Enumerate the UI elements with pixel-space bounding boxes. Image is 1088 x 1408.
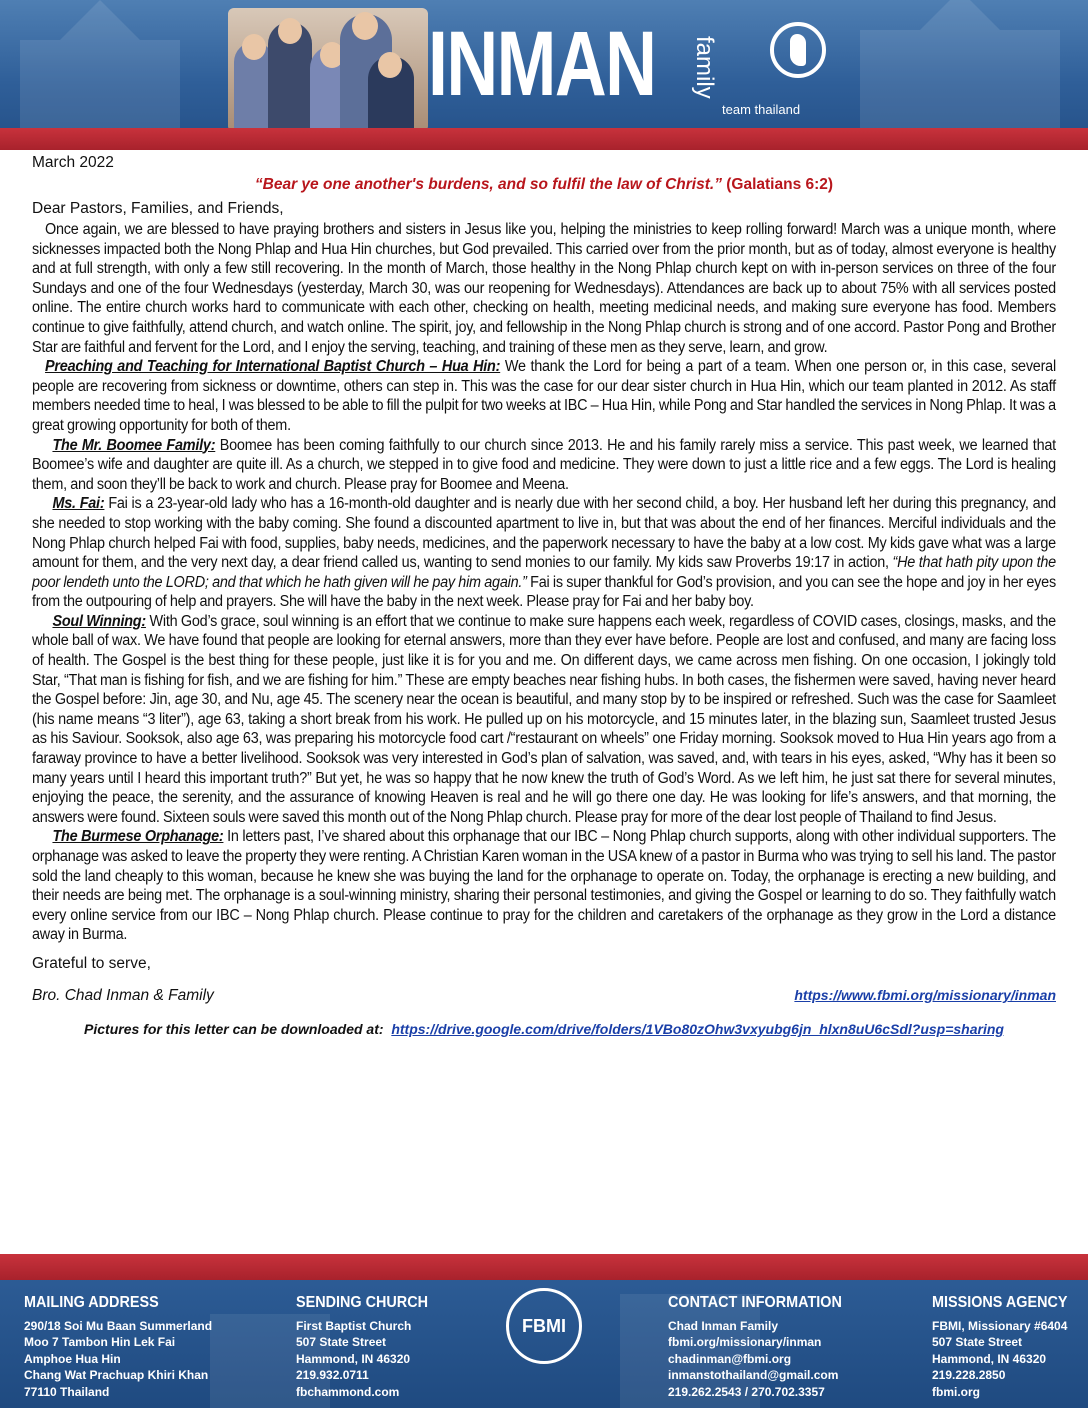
brand-family-label: family xyxy=(691,36,718,99)
intro-paragraph: Once again, we are blessed to have praying brothers and sisters in Jesus like you, helping the ministries to keep rolling forward! March was a unique month, where sicknesses impacted both the Nong Phlap and Hua Hin churches, but God prevailed. This carried over from the prior month, but as of today, almost everyone is healthy and at full strength, with only a few still recovering. In the month of March, those healthy in the Nong Phlap church kept on with in-person services on three of the four Sundays and one of the four Wednesdays (yesterday, March 30, was our reopening for Wednesdays). Attendances are back up to about 75% with all services posted online. The entire church works hard to communicate with each other, checking on health, meeting medicinal needs, and making sure everyone has food. Members continue to give faithfully, attend church, and watch online. The spirit, joy, and fellowship in the Nong Phlap church is strong and of one accord. Pastor Pong and Brother Star are faithful and fervent for the Lord, and I enjoy the serving, teaching, and training of these men as they serve, learn, and grow. xyxy=(32,221,1056,356)
footer-line: inmanstothailand@gmail.com xyxy=(668,1368,839,1383)
background-roof xyxy=(60,0,140,40)
fbmi-logo xyxy=(506,1288,582,1364)
footer-contact-band xyxy=(0,1254,1088,1408)
section-text: Boomee has been coming faithfully to our church since 2013. He and his family rarely miss a service. This past week, we learned that Boomee’s wife and daughter are quite ill. As a church, we stepped in to give food and medicine. They were down to just a little rice and a few eggs. The Lord is healing them, and soon they’ll be back to work and church. Please pray for Boomee and Meena. xyxy=(32,436,1056,493)
footer-line: 219.932.0711 xyxy=(296,1368,369,1383)
footer-column-title: MAILING ADDRESS xyxy=(24,1294,159,1311)
closing-line: Grateful to serve, xyxy=(32,954,151,972)
brand-wordmark xyxy=(428,14,720,124)
footer-line: Chang Wat Prachuap Khiri Khan xyxy=(24,1368,209,1383)
footer-missions-agency xyxy=(932,1294,1083,1400)
footer-column-title: SENDING CHURCH xyxy=(296,1294,429,1311)
missionary-website-link[interactable]: https://www.fbmi.org/missionary/inman xyxy=(794,986,1056,1003)
section-paragraph-fai xyxy=(32,494,1056,612)
section-paragraph-orphanage xyxy=(32,827,1056,945)
section-title: The Mr. Boomee Family: xyxy=(52,436,216,454)
pictures-label: Pictures for this letter can be downloaded at: xyxy=(84,1020,384,1037)
section-title: Ms. Fai: xyxy=(52,495,105,513)
letter-date: March 2022 xyxy=(32,154,114,171)
footer-line: fbchammond.com xyxy=(296,1384,400,1399)
family-photo xyxy=(228,8,428,132)
footer-line: Moo 7 Tambon Hin Lek Fai xyxy=(24,1335,176,1350)
footer-column-title: CONTACT INFORMATION xyxy=(668,1294,842,1311)
signature: Bro. Chad Inman & Family xyxy=(32,986,214,1004)
footer-line: chadinman@fbmi.org xyxy=(668,1351,792,1366)
section-paragraph-ibc xyxy=(32,357,1056,435)
footer-line: Chad Inman Family xyxy=(668,1319,779,1333)
fbmi-logo-text: FBMI xyxy=(522,1315,566,1336)
footer-line: Hammond, IN 46320 xyxy=(932,1351,1047,1366)
section-paragraph-boomee xyxy=(32,436,1056,495)
greeting: Dear Pastors, Families, and Friends, xyxy=(32,200,284,217)
footer-line: 77110 Thailand xyxy=(24,1384,110,1399)
signature-row xyxy=(32,985,1056,1011)
pictures-download-link[interactable]: https://drive.google.com/drive/folders/1VBo80zOhw3vxyubg6jn_hlxn8uU6cSdl?usp=sharing xyxy=(391,1020,1004,1037)
footer-sending-church xyxy=(296,1294,443,1400)
background-building xyxy=(20,40,180,130)
footer-line: First Baptist Church xyxy=(296,1319,412,1333)
verse-quote: “Bear ye one another's burdens, and so fulfil the law of Christ.” xyxy=(254,176,722,193)
section-text: Fai is super thankful for God’s provision, and you can see the hope and joy in her eyes from the outpouring of help and prayers. She will have the baby in the next week. Please pray for Fai and her baby boy. xyxy=(32,573,1056,611)
section-title: The Burmese Orphanage: xyxy=(52,828,224,846)
brand-name: INMAN xyxy=(428,13,656,115)
footer-mailing-address xyxy=(24,1294,212,1400)
footer-contact-information xyxy=(668,1294,861,1400)
section-paragraph-soul-winning xyxy=(32,612,1056,828)
footer-line: fbmi.org/missionary/inman xyxy=(668,1335,822,1350)
background-building xyxy=(860,30,1060,130)
header-red-band xyxy=(0,128,1088,150)
verse-reference: (Galatians 6:2) xyxy=(721,176,834,193)
thailand-map-icon xyxy=(770,22,826,78)
brand-subtitle: team thailand xyxy=(722,102,801,117)
footer-line: 219.262.2543 / 270.702.3357 xyxy=(668,1384,825,1399)
letter-body xyxy=(32,152,1056,1037)
pictures-download-line xyxy=(32,1021,1056,1037)
section-title: Preaching and Teaching for International Baptist Church – Hua Hin: xyxy=(45,358,501,376)
footer-line: 219.228.2850 xyxy=(932,1368,1006,1383)
proverbs-quote: “He that hath pity upon the poor lendeth unto the LORD; and that which he hath given will he pay him again.” xyxy=(32,554,1056,591)
footer-line: Amphoe Hua Hin xyxy=(24,1351,121,1366)
section-text: We thank the Lord for being a part of a team. When one person or, in this case, several people are recovering from sickness or downtime, others can step in. This was the case for our dear sister church in Hua Hin, which our team planted in 2012. As staff members needed time to heal, I was blessed to be able to fill the pulpit for two weeks at IBC – Hua Hin, while Pong and Star handled the services in Nong Phlap. It was a great growing opportunity for both of them. xyxy=(32,358,1056,434)
section-title: Soul Winning: xyxy=(52,612,146,630)
footer-line: 507 State Street xyxy=(932,1335,1023,1350)
footer-line: 507 State Street xyxy=(296,1335,387,1350)
footer-line: Hammond, IN 46320 xyxy=(296,1351,411,1366)
footer-line: fbmi.org xyxy=(932,1384,980,1399)
footer-line: 290/18 Soi Mu Baan Summerland xyxy=(24,1319,213,1333)
theme-verse xyxy=(32,174,1056,196)
letterhead-banner xyxy=(0,0,1088,150)
section-text: With God’s grace, soul winning is an effort that we continue to make sure happens each week, regardless of COVID cases, closings, masks, and the whole ball of wax. We have found that people are looking for eternal answers, more than they ever have before. People are lost and confused, and many are facing loss of health. The Gospel is the best thing for these people, just like it is for you and me. On different days, we came across men fishing. On one occasion, I jokingly told Star, “That man is fishing for fish, and we are fishing for him.” These are empty beaches near fishing hubs. In both cases, the fishermen were saved, having never heard the Gospel before: Jin, age 30, and Nu, age 45. The scenery near the ocean is beautiful, and many stop by to be inspired or refreshed. Such was the case for Saamleet (his name means “3 liter”), age 63, taking a short break from his work. He pulled up on his motorcycle, and 15 minutes later, in the blazing sun, Saamleet trusted Jesus as his Saviour. Sooksok, also age 63, was preparing his motorcycle food cart /“restaurant on wheels” one Friday morning. Sooksok moved to Hua Hin years ago from a faraway province to have a better livelihood. Sooksok was very interested in God’s plan of salvation, was saved, and, with tears in his eyes, asked, “Why has it been so many years until I heard this important truth?” But yet, he was so happy that he now knew the truth of God’s Word. As we left him, he just sat there for several minutes, enjoying the peace, the serenity, and the assurance of knowing Heaven is real and he will go there one day. He was looking for life’s answers, and that morning, the answers were found. Sixteen souls were saved this month out of the Nong Phlap church. Please pray for more of the dear lost people of Thailand to find Jesus. xyxy=(32,612,1056,826)
footer-line: FBMI, Missionary #6404 xyxy=(932,1319,1068,1333)
background-roof xyxy=(920,0,1000,30)
footer-column-title: MISSIONS AGENCY xyxy=(932,1294,1068,1311)
footer-red-band xyxy=(0,1254,1088,1280)
section-text: Fai is a 23-year-old lady who has a 16-month-old daughter and is nearly due with her second child, a boy. Her husband left her during this pregnancy, and she needed to stop working with the baby coming. She found a discounted apartment to live in, but that was about the end of her finances. Merciful individuals and the Nong Phlap church helped Fai with food, supplies, baby needs, medicines, and the paperwork necessary to have the baby at a low cost. My kids gave what was a large amount for them, and the very next day, a dear friend called us, wanting to send monies to our family. My kids saw Proverbs 19:17 in action, xyxy=(32,495,1056,572)
section-text: In letters past, I’ve shared about this orphanage that our IBC – Nong Phlap church supports, along with other individual supporters. The orphanage was asked to leave the property they were renting. A Christian Karen woman in the USA knew of a pastor in Burma who was trying to sell his land. The pastor sold the land cheaply to this woman, because he knew she was buying the land for the orphanage to operate on. Today, the orphanage is erecting a new building, and their needs are being met. The orphanage is a soul-winning ministry, sharing their personal testimonies, and giving the Gospel or learning to do so. They faithfully watch every online service from our IBC – Nong Phlap church. Please continue to pray for the children and caretakers of the orphanage as they grow in the Lord a distance away in Burma. xyxy=(32,828,1056,944)
